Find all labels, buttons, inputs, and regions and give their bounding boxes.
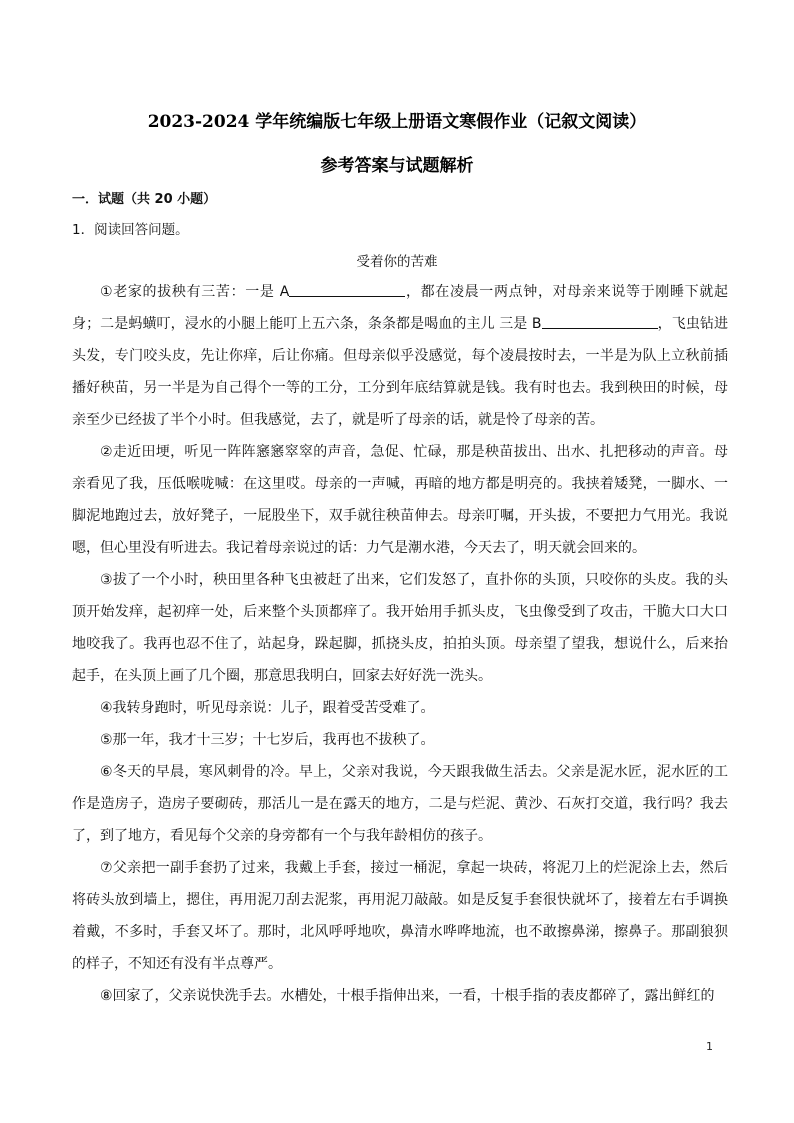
article-title: 受着你的苦难 (356, 254, 438, 270)
document-title: 2023-2024 学年统编版七年级上册语文寒假作业（记叙文阅读） (147, 112, 647, 132)
blank-b (542, 314, 658, 329)
page-number: 1 (706, 1040, 713, 1053)
section-heading: 一．试题（共 20 小题） (72, 192, 217, 207)
paragraph-1-part-c: ，飞虫钻进头发，专门咬头皮，先让你痒，后让你痛。但母亲似乎没感觉，每个凌晨按时去，一半是为队上立秋前插播好秧苗，另一半是为自己得个一等的工分，工分到年底结算就是钱。我有时也去。我到秧田的时候，母亲至少已经拔了半个小时。但我感觉，去了，就是听了母亲的话，就是怜了母亲的苦。 (72, 316, 728, 428)
article-body (72, 276, 728, 1012)
paragraph-3: ③拔了一个小时，秧田里各种飞虫被赶了出来，它们发怒了，直扑你的头顶，只咬你的头皮。我的头顶开始发痒，起初痒一处，后来整个头顶都痒了。我开始用手抓头皮，飞虫像受到了攻击，干脆大口大口地咬我了。我再也忍不住了，站起身，跺起脚，抓挠头皮，拍拍头顶。母亲望了望我，想说什么，后来抬起手，在头顶上画了几个圈，那意思我明白，回家去好好洗一洗头。 (72, 572, 728, 684)
paragraph-1-part-b: ，都在凌晨一两点钟，对母亲来说等于刚睡下就起身；二是蚂蟥叮，浸水的小腿上能叮上五六条，条条都是喝血的主儿 三是 B (72, 284, 729, 332)
document-subtitle: 参考答案与试题解析 (320, 156, 474, 176)
question-prompt: 1．阅读回答问题。 (72, 222, 189, 238)
blank-a (289, 282, 405, 297)
paragraph-2: ②走近田埂，听见一阵阵窸窸窣窣的声音，急促、忙碌，那是秧苗拔出、出水、扎把移动的声音。母亲看见了我，压低喉咙喊：在这里哎。母亲的一声喊，再暗的地方都是明亮的。我挟着矮凳，一脚水、一脚泥地跑过去，放好凳子，一屁股坐下，双手就往秧苗伸去。母亲叮嘱，开头拔，不要把力气用光。我说嗯，但心里没有听进去。我记着母亲说过的话：力气是潮水港，今天去了，明天就会回来的。 (72, 444, 728, 556)
paragraph-5: ⑤那一年，我才十三岁；十七岁后，我再也不拔秧了。 (100, 732, 435, 748)
paragraph-4: ④我转身跑时，听见母亲说：儿子，跟着受苦受难了。 (100, 700, 435, 716)
paragraph-8: ⑧回家了，父亲说快洗手去。水槽处，十根手指伸出来，一看，十根手指的表皮都碎了，露出鲜红的 (100, 988, 715, 1004)
paragraph-1-part-a: ①老家的拔秧有三苦：一是 A (100, 284, 290, 300)
paragraph-7: ⑦父亲把一副手套扔了过来，我戴上手套，接过一桶泥，拿起一块砖，将泥刀上的烂泥涂上去，然后将砖头放到墙上，摁住，再用泥刀刮去泥浆，再用泥刀敲敲。如是反复手套很快就坏了，接着左右手调换着戴，不多时，手套又坏了。那时，北风呼呼地吹，鼻清水哗哗地流，也不敢擦鼻涕，擦鼻子。那副狼狈的样子，不知还有没有半点尊严。 (72, 860, 728, 972)
paragraph-1 (72, 276, 728, 436)
paragraph-6: ⑥冬天的早晨，寒风刺骨的冷。早上，父亲对我说，今天跟我做生活去。父亲是泥水匠，泥水匠的工作是造房子，造房子要砌砖，那活儿一是在露天的地方，二是与烂泥、黄沙、石灰打交道，我行吗？我去了，到了地方，看见每个父亲的身旁都有一个与我年龄相仿的孩子。 (72, 764, 728, 844)
